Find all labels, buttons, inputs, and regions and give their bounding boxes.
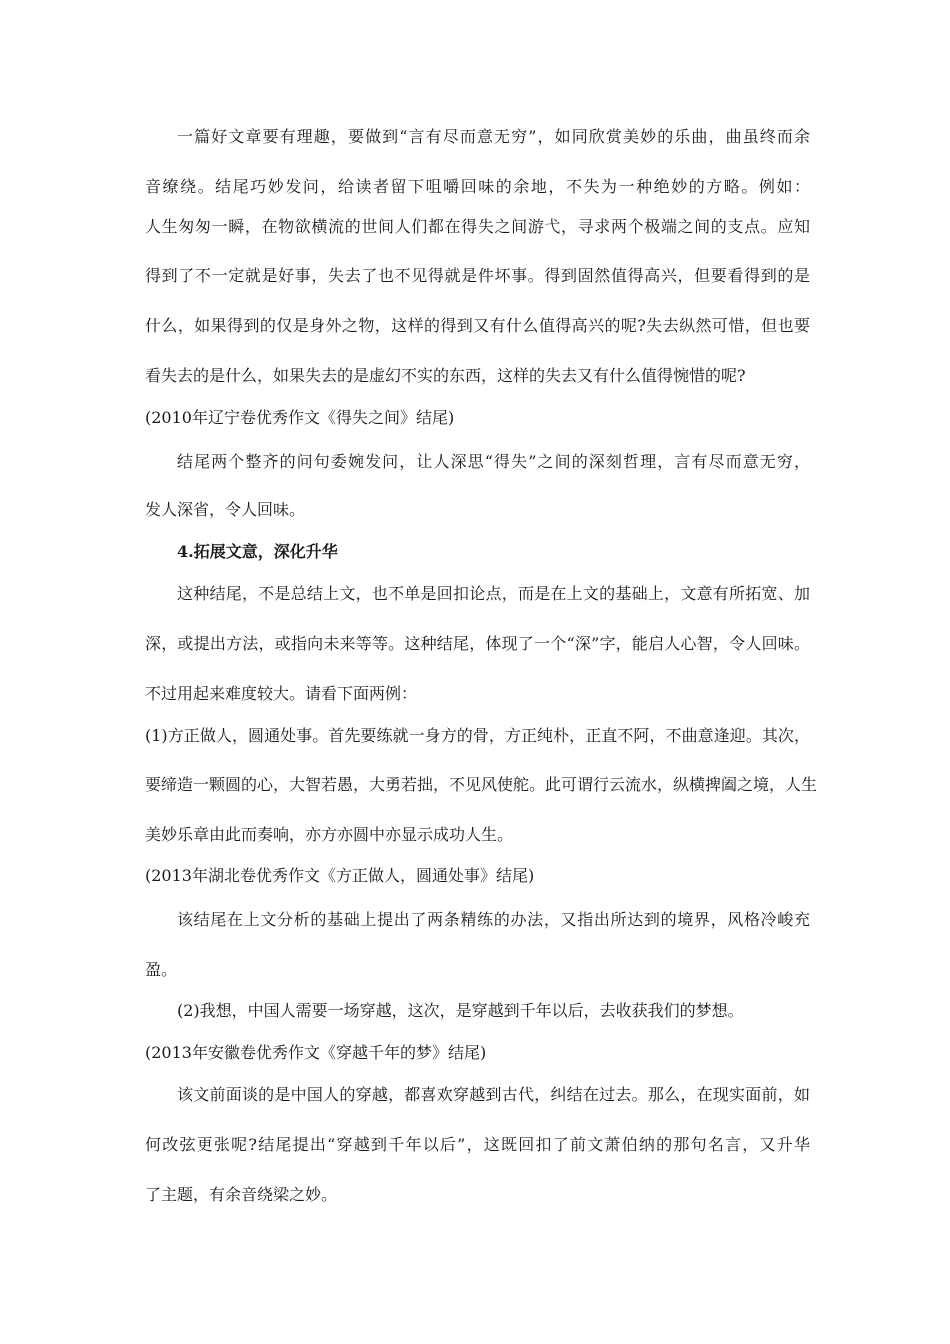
example-text-line: 什么，如果得到的仅是身外之物，这样的得到又有什么值得高兴的呢?失去纵然可惜，但也要: [145, 316, 810, 335]
paragraph-line: 这种结尾，不是总结上文，也不单是回扣论点，而是在上文的基础上，文意有所拓宽、加: [177, 584, 810, 603]
paragraph-line: 一篇好文章要有理趣，要做到“言有尽而意无穷”，如同欣赏美妙的乐曲，曲虽终而余: [177, 127, 810, 146]
commentary-line: 何改弦更张呢?结尾提出“穿越到千年以后”，这既回扣了前文萧伯纳的那句名言，又升华: [145, 1135, 810, 1154]
paragraph-line: 深，或提出方法，或指向未来等等。这种结尾，体现了一个“深”字，能启人心智，令人回味。: [145, 634, 810, 653]
citation: (2013年安徽卷优秀作文《穿越千年的梦》结尾): [145, 1043, 487, 1062]
commentary-line: 发人深省，令人回味。: [145, 500, 306, 519]
example-text-line: (1)方正做人，圆通处事。首先要练就一身方的骨，方正纯朴，正直不阿，不曲意逢迎。其次，: [145, 726, 810, 745]
example-text-line: (2)我想，中国人需要一场穿越，这次，是穿越到千年以后，去收获我们的梦想。: [177, 1001, 744, 1020]
example-text-line: 人生匆匆一瞬，在物欲横流的世间人们都在得失之间游弋，寻求两个极端之间的支点。应知: [145, 217, 810, 236]
example-text-line: 得到了不一定就是好事，失去了也不见得就是件坏事。得到固然值得高兴，但要看得到的是: [145, 266, 810, 285]
example-text-line: 看失去的是什么，如果失去的是虚幻不实的东西，这样的失去又有什么值得惋惜的呢?: [145, 366, 746, 385]
paragraph-line: 音缭绕。结尾巧妙发问，给读者留下咀嚼回味的余地，不失为一种绝妙的方略。例如：: [145, 177, 810, 196]
commentary-line: 盈。: [145, 960, 178, 979]
paragraph-line: 不过用起来难度较大。请看下面两例：: [145, 684, 418, 703]
example-text-line: 要缔造一颗圆的心，大智若愚，大勇若拙，不见风使舵。此可谓行云流水，纵横捭阖之境，人生: [145, 775, 818, 794]
section-heading: 4.拓展文意，深化升华: [177, 542, 338, 561]
commentary-line: 结尾两个整齐的问句委婉发问，让人深思“得失”之间的深刻哲理，言有尽而意无穷，: [177, 452, 810, 471]
commentary-line: 该结尾在上文分析的基础上提出了两条精练的办法，又指出所达到的境界，风格冷峻充: [177, 910, 810, 929]
commentary-line: 该文前面谈的是中国人的穿越，都喜欢穿越到古代，纠结在过去。那么，在现实面前，如: [177, 1085, 810, 1104]
example-text-line: 美妙乐章由此而奏响，亦方亦圆中亦显示成功人生。: [145, 825, 514, 844]
commentary-line: 了主题，有余音绕梁之妙。: [145, 1185, 338, 1204]
citation: (2013年湖北卷优秀作文《方正做人，圆通处事》结尾): [145, 866, 535, 885]
citation: (2010年辽宁卷优秀作文《得失之间》结尾): [145, 408, 455, 427]
